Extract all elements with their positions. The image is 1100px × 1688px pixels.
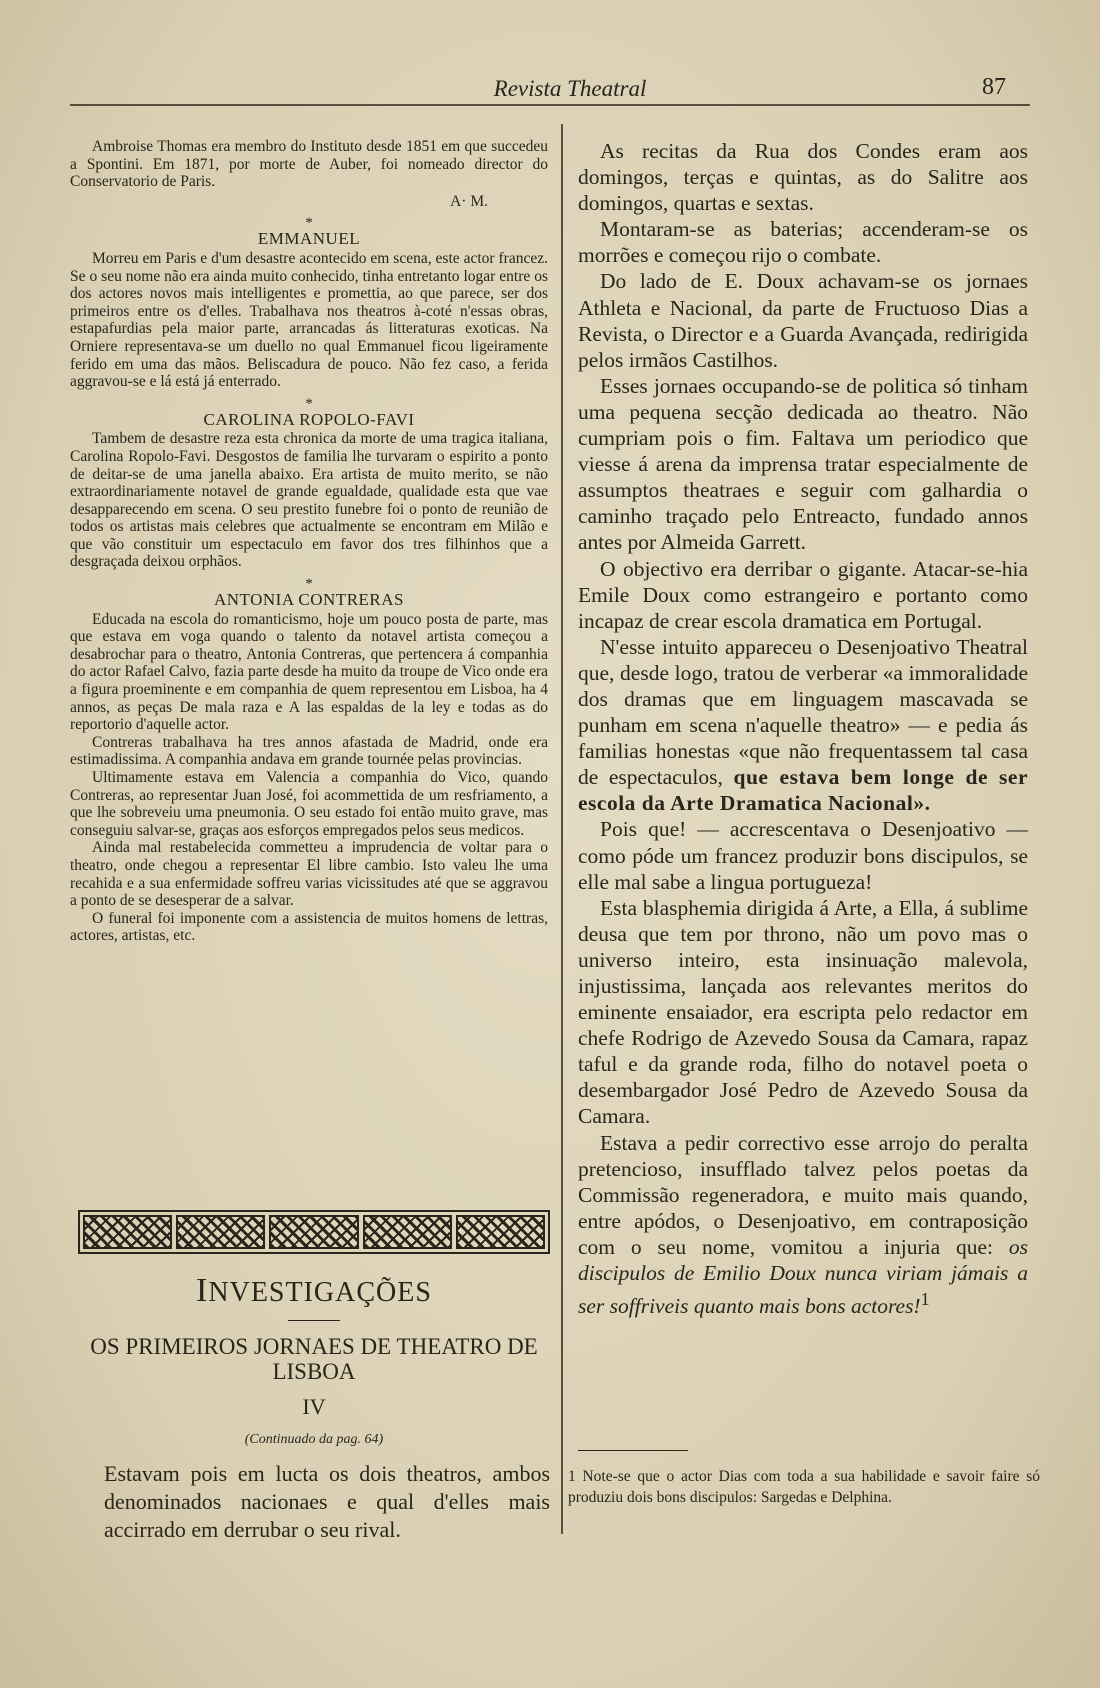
right-column [578, 138, 1028, 1319]
author-signature: A· M. [450, 192, 488, 210]
page-number: 87 [982, 74, 1006, 100]
right-paragraph-3: Do lado de E. Doux achavam-se os jornaes Athleta e Nacional, da parte de Fructuoso Dias a Revista, o Director e a Guarda Avançada, redirigida pelos irmãos Castilhos. [578, 269, 1028, 372]
emmanuel-heading: EMMANUEL [257, 229, 361, 249]
carolina-paragraph: Tambem de desastre reza esta chronica da morte de uma tragica italiana, Carolina Ropolo-Favi. Desgostos de familia lhe turvaram o espirito a ponto de deitar-se de uma janella abaixo. Era artista de muito merito, se não extraordinariamente notavel de grande egualdade, qualidade esta que vae desapparecendo em scena. O seu prestito funebre foi o ponto de reunião de todos os artistas mais celebres que actualmente se encontram em Milão e que vão constituir um espectaculo em favor dos tres filhinhos que a desgraçada deixou orphãos. [70, 430, 548, 571]
thomas-paragraph: Ambroise Thomas era membro do Instituto desde 1851 em que succedeu a Spontini. Em 1871, por morte de Auber, foi nomeado director do Conservatorio de Paris. [70, 138, 548, 191]
right-paragraph-4: Esses jornaes occupando-se de politica só tinham uma pequena secção dedicada ao theatro. Não cumpriam pois o fim. Faltava um periodico que viesse á arena da imprensa tratar especialmente de assumptos theatraes e seguir com galhardia o caminho traçado pelo Entreacto, fundado annos antes por Almeida Garrett. [578, 373, 1028, 555]
section-asterisk: * [305, 576, 313, 593]
decorative-ornament-band [78, 1210, 550, 1254]
continued-note: (Continuado da pag. 64) [244, 1432, 384, 1447]
antonia-heading: ANTONIA CONTRERAS [213, 590, 404, 610]
right-paragraph-6 [578, 634, 1028, 817]
opening-paragraph: Estavam pois em lucta os dois theatros, ambos denominados nacionaes e qual d'elles mais accirrado em derrubar o seu rival. [104, 1461, 550, 1542]
investigacoes-title [70, 1272, 558, 1310]
article-opening [104, 1460, 550, 1544]
ornament-panel [83, 1215, 172, 1249]
antonia-paragraph-4: Ainda mal restabelecida commetteu a imprudencia de voltar para o theatro, onde chegou a representar El libre cambio. Isto valeu lhe uma recahida e a sua enfermidade soffreu varias vicissitudes até que se aggravou a ponto de se desesperar de a salvar. [70, 839, 548, 910]
column-divider [561, 124, 563, 1534]
right-paragraph-8: Esta blasphemia dirigida á Arte, a Ella, á sublime deusa que tem por throno, não um povo mas o universo inteiro, esta insinuação malevola, injustissima, lançada aos relevantes meritos do eminente ensaiador, era escripta pelo redactor em chefe Rodrigo de Azevedo Sousa da Camara, rapaz taful e da grande roda, filho do notavel poeta o desembargador José Pedro de Azevedo Sousa da Camara. [578, 895, 1028, 1129]
carolina-heading: CAROLINA ROPOLO-FAVI [203, 409, 415, 429]
header-rule [70, 104, 1030, 106]
right-paragraph-1: As recitas da Rua dos Condes eram aos domingos, terças e quintas, as do Salitre aos domingos, quartas e sextas. [578, 139, 1028, 216]
article-part-number: IV [302, 1394, 326, 1419]
emmanuel-paragraph: Morreu em Paris e d'um desastre acontecido em scena, este actor francez. Se o seu nome não era ainda muito conhecido, tinha entretanto logar entre os dos actores novos mais intelligentes e promettia, ao que parece, ser dos primeiros entre os d'elles. Trabalhava nos theatros à-coté n'essas obras, estapafurdias pela maior parte, arrancadas ás litteraturas exoticas. Na Orniere representava-se um duello no qual Emmanuel ficou ligeiramente ferido em uma das mãos. Beliscadura de pouco. Não fez caso, a ferida aggravou-se e lá está já enterrado. [70, 249, 548, 391]
section-asterisk: * [305, 215, 313, 232]
title-rule [288, 1320, 340, 1321]
antonia-paragraph-2: Contreras trabalhava ha tres annos afastada de Madrid, onde era estimadissima. A companhia andava em grande tournée pelas provincias. [70, 733, 548, 769]
antonia-paragraph-1: Educada na escola do romanticismo, hoje um pouco posta de parte, mas que estava em voga quando o talento da notavel artista começou a desabrochar para o theatro, Antonia Contreras, que pertencera á companhia do actor Rafael Calvo, fazia parte desde ha muito da troupe de Vico onde era a figura proeminente e em companhia de quem representou em Lisboa, ha 4 annos, as peças De mala raza e A las espaldas de la ley e todas as do reportorio d'aquelle actor. [70, 610, 548, 734]
footnote: 1 Note-se que o actor Dias com toda a sua habilidade e savoir faire só produziu dois bons discipulos: Sargedas e Delphina. [568, 1468, 1040, 1506]
right-paragraph-7: Pois que! — accrescentava o Desenjoativo — como póde um francez produzir bons discipulos, se elle mal sabe a lingua portugueza! [578, 817, 1028, 894]
left-column [70, 138, 548, 945]
bold-quote: que estava bem longe de ser escola da Arte Dramatica Nacional». [578, 765, 1029, 816]
injuria-intro: Estava a pedir correctivo esse arrojo do peralta pretencioso, insufflado talvez pelos poetas da Commissão regeneradora, e muito mais quando, entre apódos, o Desenjoativo, em contraposição com o seu nome, vomitou a injuria que: [578, 1130, 1028, 1259]
running-header-title: Revista Theatral [493, 76, 647, 101]
antonia-paragraph-5: O funeral foi imponente com a assistencia de muitos homens de lettras, actores, artistas, etc. [70, 909, 548, 945]
footnote-marker: 1 [920, 1289, 930, 1310]
ornament-panel [176, 1215, 265, 1249]
desenjoativo-text: N'esse intuito appareceu o Desenjoativo Theatral que, desde logo, tratou de verberar «a immoralidade dos dramas que em linguagem mascavada se punham em scena n'aquelle theatro» — e pedia ás familias honestas «que não frequentassem tal casa de espectaculos, [578, 634, 1028, 790]
title-rest: NVESTIGAÇÕES [208, 1277, 432, 1308]
ornament-panel [456, 1215, 545, 1249]
injuria-quote: os discipulos de Emilio Doux nunca viriam jámais a ser soffriveis quanto mais bons actores! [578, 1234, 1029, 1319]
section-asterisk: * [305, 395, 313, 412]
right-paragraph-9 [578, 1130, 1028, 1320]
article-subtitle: OS PRIMEIROS JORNAES DE THEATRO DE LISBOA [90, 1334, 538, 1384]
ornament-panel [363, 1215, 452, 1249]
right-paragraph-2: Montaram-se as baterias; accenderam-se os morrões e começou rijo o combate. [578, 217, 1028, 268]
ornament-panel [269, 1215, 358, 1249]
antonia-paragraph-3: Ultimamente estava em Valencia a companhia do Vico, quando Contreras, ao representar Juan José, foi acommettida de um resfriamento, a que lhe sobreveiu uma pneumonia. O seu estado foi então muito grave, mas conseguiu salvar-se, graças aos esforços empregados pelos seus medicos. [70, 769, 548, 839]
title-initial: I [196, 1272, 209, 1309]
footnote-rule [578, 1450, 688, 1451]
right-paragraph-5: O objectivo era derribar o gigante. Atacar-se-hia Emile Doux como estrangeiro e portanto como incapaz de crear escola dramatica em Portugal. [578, 556, 1028, 633]
